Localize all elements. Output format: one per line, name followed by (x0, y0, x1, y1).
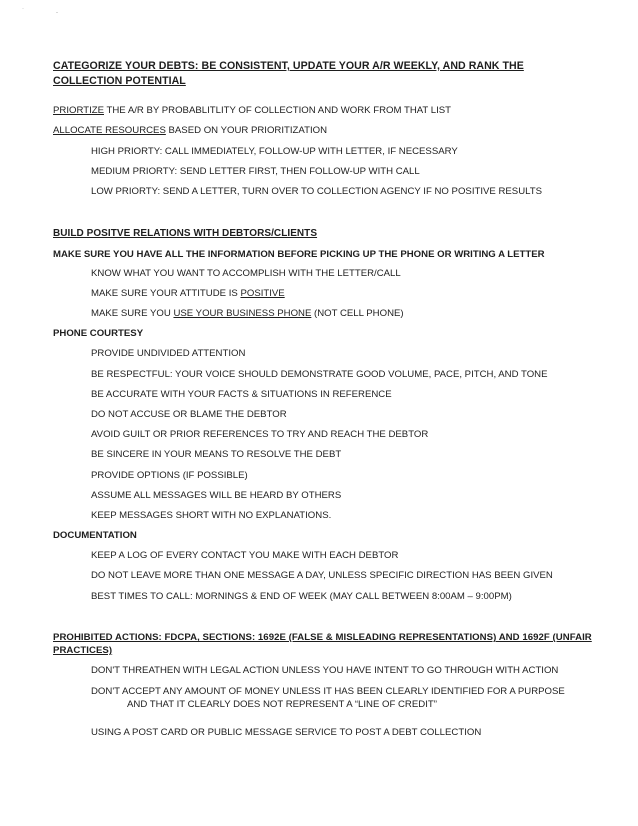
prep-item-text: MAKE SURE YOU (91, 308, 174, 319)
phone-item: DO NOT ACCUSE OR BLAME THE DEBTOR (91, 409, 287, 420)
documentation-item: BEST TIMES TO CALL: MORNINGS & END OF WEEK (MAY CALL BETWEEN 8:00AM – 9:00PM) (91, 591, 512, 602)
section-heading-relations: BUILD POSITVE RELATIONS WITH DEBTORS/CLIENTS (53, 228, 318, 239)
allocate-key: ALLOCATE RESOURCES (53, 125, 166, 136)
documentation-item: DO NOT LEAVE MORE THAN ONE MESSAGE A DAY, UNLESS SPECIFIC DIRECTION HAS BEEN GIVEN (91, 570, 553, 581)
priority-item: MEDIUM PRIORTY: SEND LETTER FIRST, THEN FOLLOW-UP WITH CALL (91, 166, 420, 177)
documentation-heading: DOCUMENTATION (53, 530, 137, 541)
prohibited-item: DON'T ACCEPT ANY AMOUNT OF MONEY UNLESS IT HAS BEEN CLEARLY IDENTIFIED FOR A PURPOSE (91, 686, 565, 697)
phone-heading: PHONE COURTESY (53, 328, 144, 339)
prep-item-key: USE YOUR BUSINESS PHONE (173, 308, 312, 319)
priority-item: LOW PRIORTY: SEND A LETTER, TURN OVER TO COLLECTION AGENCY IF NO POSITIVE RESULTS (91, 186, 543, 197)
priority-item: HIGH PRIORTY: CALL IMMEDIATELY, FOLLOW-UP WITH LETTER, IF NECESSARY (91, 146, 458, 157)
prohibited-item: DON'T THREATHEN WITH LEGAL ACTION UNLESS YOU HAVE INTENT TO GO THROUGH WITH ACTION (91, 665, 559, 676)
phone-item: PROVIDE OPTIONS (IF POSSIBLE) (91, 470, 248, 481)
prioritize-line (53, 105, 451, 117)
prep-heading: MAKE SURE YOU HAVE ALL THE INFORMATION BEFORE PICKING UP THE PHONE OR WRITING A LETTER (53, 249, 545, 260)
prioritize-key: PRIORTIZE (53, 105, 104, 116)
section-heading-categorize: CATEGORIZE YOUR DEBTS: BE CONSISTENT, UPDATE YOUR A/R WEEKLY, AND RANK THE COLLECTION POTENTIAL (53, 60, 524, 87)
prep-item: KNOW WHAT YOU WANT TO ACCOMPLISH WITH THE LETTER/CALL (91, 268, 401, 279)
prep-item-text: (NOT CELL PHONE) (311, 308, 404, 319)
prohibited-item: USING A POST CARD OR PUBLIC MESSAGE SERVICE TO POST A DEBT COLLECTION (91, 727, 482, 738)
phone-item: BE RESPECTFUL: YOUR VOICE SHOULD DEMONSTRATE GOOD VOLUME, PACE, PITCH, AND TONE (91, 369, 548, 380)
allocate-line (53, 125, 327, 137)
phone-item: KEEP MESSAGES SHORT WITH NO EXPLANATIONS. (91, 510, 332, 521)
phone-item: BE ACCURATE WITH YOUR FACTS & SITUATIONS IN REFERENCE (91, 389, 392, 400)
documentation-item: KEEP A LOG OF EVERY CONTACT YOU MAKE WITH EACH DEBTOR (91, 550, 399, 561)
prep-item (91, 308, 404, 320)
section-heading-prohibited: PROHIBITED ACTIONS: FDCPA, SECTIONS: 1692E (FALSE & MISLEADING REPRESENTATIONS) AND 1692F (UNFAIR PRACTICES) (53, 632, 592, 656)
prep-item (91, 288, 285, 300)
phone-item: ASSUME ALL MESSAGES WILL BE HEARD BY OTHERS (91, 490, 342, 501)
prep-item-key: POSITIVE (240, 288, 285, 299)
phone-item: AVOID GUILT OR PRIOR REFERENCES TO TRY AND REACH THE DEBTOR (91, 429, 429, 440)
prohibited-item-continuation: AND THAT IT CLEARLY DOES NOT REPRESENT A “LINE OF CREDIT” (127, 699, 437, 710)
scan-speck: · (22, 6, 24, 12)
phone-item: BE SINCERE IN YOUR MEANS TO RESOLVE THE DEBT (91, 449, 342, 460)
scan-speck: - (56, 10, 58, 16)
allocate-rest: BASED ON YOUR PRIORITIZATION (165, 125, 328, 136)
prep-item-text: MAKE SURE YOUR ATTITUDE IS (91, 288, 241, 299)
prioritize-rest: THE A/R BY PROBABLITLITY OF COLLECTION AND WORK FROM THAT LIST (104, 105, 452, 116)
phone-item: PROVIDE UNDIVIDED ATTENTION (91, 348, 246, 359)
